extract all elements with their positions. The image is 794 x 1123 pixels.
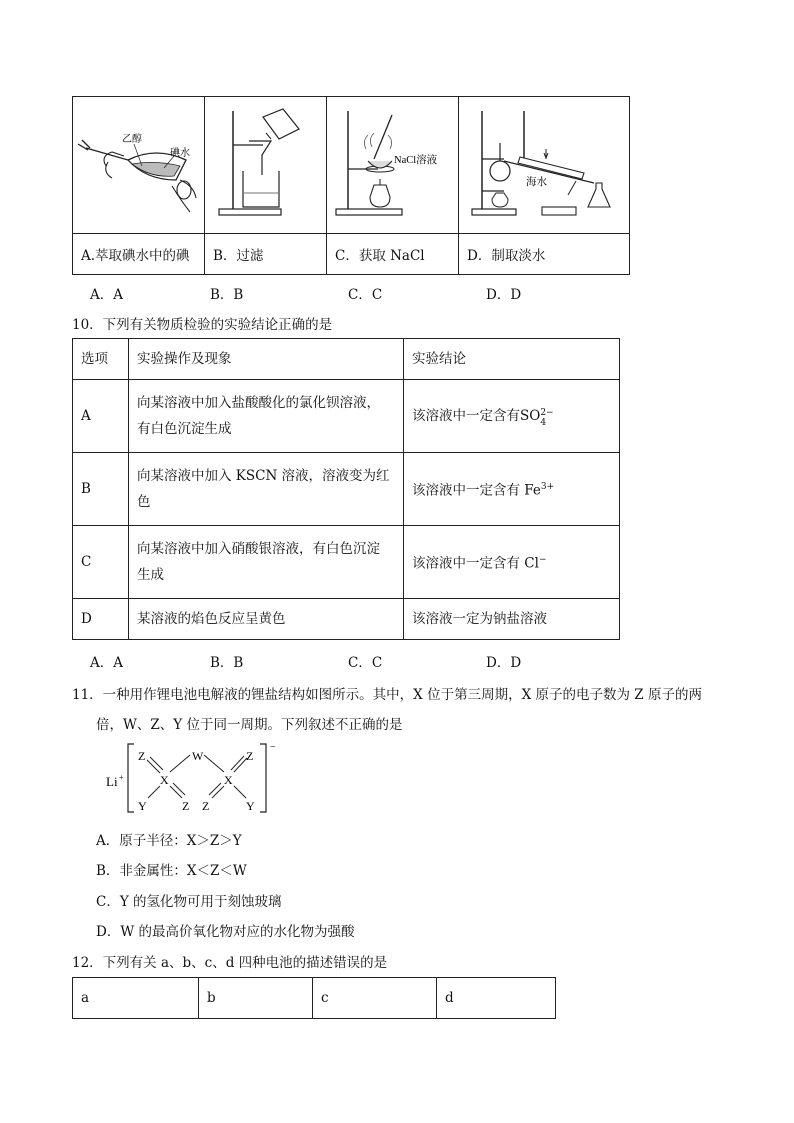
q9-options (0, 283, 794, 303)
q9-caption-d: D．制取淡水 (459, 234, 630, 275)
ion-charge: 3+ (540, 482, 555, 493)
atom-z: Z (202, 799, 210, 813)
q12-stem: 12．下列有关 a、b、c、d 四种电池的描述错误的是 (72, 955, 388, 971)
q9-figure-a (73, 97, 205, 234)
table-row (73, 453, 620, 526)
q10-row-c-operation (129, 526, 404, 599)
q12-header-b: b (199, 978, 313, 1019)
q11-stem-line1: 11．一种用作锂电池电解液的锂盐结构如图所示。其中，X 位于第三周期，X 原子的电子数为 Z 原子的两 (72, 687, 702, 703)
q10-row-d-conclusion: 该溶液一定为钠盐溶液 (404, 599, 620, 640)
ion-subscript: 4 (540, 418, 547, 428)
atom-z: Z (246, 749, 254, 763)
operation-line: 向某溶液中加入 KSCN 溶液，溶液变为红 (137, 468, 390, 484)
atom-z: Z (138, 749, 146, 763)
q10-row-a-conclusion (404, 380, 620, 453)
q12-header-a: a (73, 978, 199, 1019)
q9-caption-c: C．获取 NaCl (327, 234, 459, 275)
q10-row-c-option: C (73, 526, 129, 599)
operation-line: 向某溶液中加入硝酸银溶液，有白色沉淀 (137, 541, 380, 557)
structure-li: Li (106, 774, 118, 789)
q10-option-d[interactable]: D．D (486, 655, 522, 671)
q9-figure-d (459, 97, 630, 234)
operation-line: 有白色沉淀生成 (137, 421, 232, 437)
q10-row-b-conclusion (404, 453, 620, 526)
q11-choice-b[interactable]: B．非金属性：X＜Z＜W (96, 863, 247, 879)
q10-row-b-option: B (73, 453, 129, 526)
q10-table (72, 338, 620, 640)
q11-choice-d[interactable]: D．W 的最高价氧化物对应的水化物为强酸 (96, 924, 355, 940)
ion-charge: − (538, 555, 547, 566)
q9-caption-a: A.萃取碘水中的碘 (73, 234, 205, 275)
atom-y: Y (138, 799, 147, 813)
q10-header-operation: 实验操作及现象 (129, 339, 404, 380)
q9-option-b[interactable]: B．B (210, 287, 244, 303)
q10-row-d-operation: 某溶液的焰色反应呈黄色 (129, 599, 404, 640)
conclusion-text: 该溶液中一定含有 Fe (412, 482, 541, 499)
label-nacl-solution: NaCl溶液 (393, 155, 437, 166)
atom-x: X (224, 773, 233, 787)
distillation-figure (464, 103, 624, 223)
lithium-salt-structure (100, 740, 290, 816)
q10-row-c-conclusion (404, 526, 620, 599)
q9-option-c[interactable]: C．C (348, 287, 383, 303)
atom-w: W (192, 749, 204, 763)
evaporation-figure (330, 103, 456, 223)
q10-header-conclusion: 实验结论 (404, 339, 620, 380)
operation-line: 生成 (137, 567, 164, 583)
table-row (73, 526, 620, 599)
q10-option-a[interactable]: A．A (90, 655, 123, 671)
q10-row-d-option: D (73, 599, 129, 640)
q10-row-a-operation (129, 380, 404, 453)
label-ethanol: 乙醇 (121, 134, 142, 145)
q11-stem-line2: 倍，W、Z、Y 位于同一周期。下列叙述不正确的是 (96, 717, 403, 733)
filtration-figure (211, 103, 321, 223)
q9-option-d[interactable]: D．D (486, 287, 522, 303)
table-row (73, 599, 620, 640)
q11-choice-c[interactable]: C．Y 的氢化物可用于刻蚀玻璃 (96, 894, 282, 910)
q10-stem: 10．下列有关物质检验的实验结论正确的是 (72, 317, 333, 333)
q9-figure-b (205, 97, 327, 234)
q11-choice-a[interactable]: A．原子半径：X＞Z＞Y (96, 833, 242, 849)
q12-table (72, 977, 556, 1019)
q12-header-d: d (437, 978, 556, 1019)
atom-x: X (160, 773, 169, 787)
separatory-funnel-figure (76, 108, 202, 218)
atom-z: Z (182, 799, 190, 813)
structure-charge: − (270, 742, 276, 753)
q9-table (72, 96, 630, 275)
q12-header-c: c (313, 978, 437, 1019)
ion-charge: 2− (540, 408, 554, 418)
q10-row-a-option: A (73, 380, 129, 453)
q10-option-b[interactable]: B．B (210, 655, 244, 671)
conclusion-text: 该溶液中一定含有 Cl (412, 555, 539, 572)
structure-li-charge: + (119, 773, 124, 782)
q9-figure-c (327, 97, 459, 234)
q9-option-a[interactable]: A．A (90, 287, 123, 303)
q10-options (0, 651, 794, 671)
conclusion-text: 该溶液中一定含有SO (412, 408, 541, 424)
operation-line: 向某溶液中加入盐酸酸化的氯化钡溶液， (137, 395, 380, 411)
operation-line: 色 (137, 494, 151, 510)
atom-y: Y (246, 799, 255, 813)
label-iodine-water: 碘水 (169, 148, 190, 159)
q10-option-c[interactable]: C．C (348, 655, 383, 671)
q10-header-option: 选项 (73, 339, 129, 380)
label-seawater: 海水 (526, 177, 547, 188)
q10-row-b-operation (129, 453, 404, 526)
table-row (73, 380, 620, 453)
q9-caption-b: B．过滤 (205, 234, 327, 275)
